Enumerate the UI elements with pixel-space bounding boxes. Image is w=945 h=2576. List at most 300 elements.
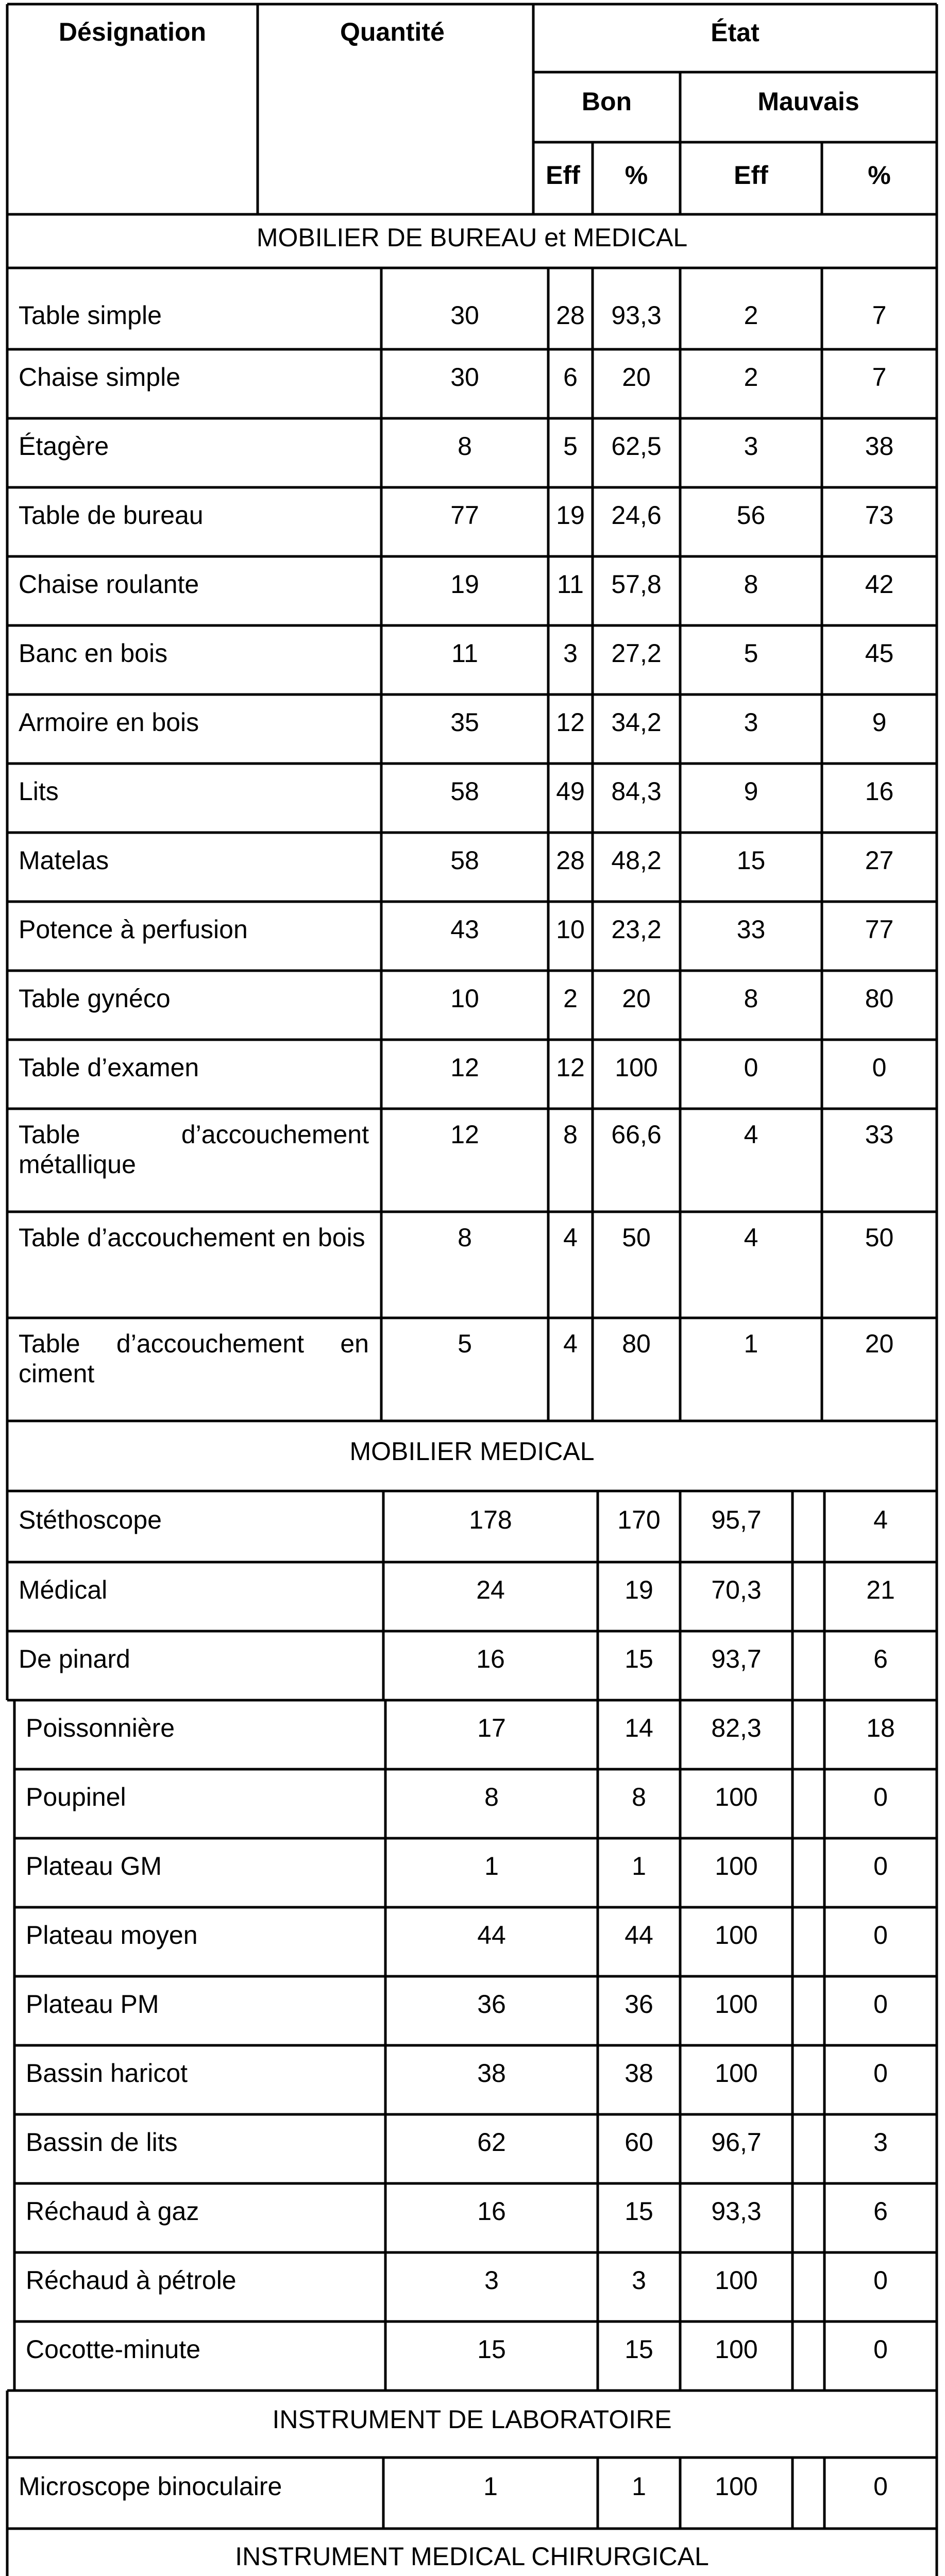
table-row-designation [7, 1044, 376, 1092]
cell-mauvais-eff [680, 699, 822, 747]
table-row-designation [14, 1842, 380, 1891]
cell-quantite-text: 43 [450, 915, 479, 944]
cell-mauvais-eff [680, 768, 822, 816]
cell-mauvais-eff-text: 2 [744, 363, 758, 392]
cell-mauvais-pct-text: 0 [872, 1053, 887, 1082]
cell-bon-eff-text: 12 [556, 708, 585, 737]
cell-bon-pct [680, 1635, 792, 1684]
cell-mauvais-pct [822, 1329, 937, 1365]
cell-quantite [381, 975, 548, 1023]
table-row-designation-text: Plateau PM [26, 1990, 159, 2019]
cell-bon-eff-text: 4 [563, 1223, 578, 1252]
cell-bon-pct-text: 100 [715, 1852, 758, 1881]
cell-quantite [385, 1911, 598, 1960]
cell-bon-eff-text: 3 [563, 639, 578, 668]
cell-mauvais-eff [680, 837, 822, 885]
table-row-designation [14, 1980, 380, 2029]
cell-bon-eff [598, 2257, 680, 2305]
cell-bon-eff [548, 561, 593, 609]
table-row-designation [7, 630, 376, 678]
cell-bon-eff [548, 492, 593, 540]
cell-quantite-text: 36 [477, 1990, 506, 2019]
cell-mauvais-pct-text: 4 [873, 1505, 888, 1535]
cell-bon-eff [598, 2049, 680, 2098]
cell-mauvais-pct [822, 975, 937, 1023]
cell-bon-eff [548, 975, 593, 1023]
cell-bon-pct [593, 699, 680, 747]
cell-bon-pct-text: 100 [615, 1053, 658, 1082]
cell-mauvais-pct [822, 353, 937, 402]
table-row-designation [7, 492, 376, 540]
cell-bon-pct-text: 20 [622, 363, 651, 392]
cell-mauvais-pct-text: 9 [872, 708, 887, 737]
cell-bon-pct-text: 93,3 [611, 301, 662, 330]
cell-quantite [385, 1773, 598, 1822]
cell-mauvais-pct-text: 7 [872, 363, 887, 392]
table-row-designation-text: Chaise roulante [19, 570, 199, 599]
cell-mauvais-eff-text: 4 [744, 1120, 758, 1149]
cell-mauvais-eff-text: 1 [744, 1329, 758, 1358]
cell-bon-eff-text: 5 [563, 432, 578, 461]
table-row-designation [7, 1635, 378, 1684]
cell-mauvais-pct [822, 1120, 937, 1156]
cell-bon-pct-text: 23,2 [611, 915, 662, 944]
cell-quantite [381, 492, 548, 540]
cell-bon-eff-text: 19 [625, 1575, 653, 1605]
cell-quantite [385, 2257, 598, 2305]
table-row-designation [7, 1223, 376, 1290]
cell-bon-eff-text: 6 [563, 363, 578, 392]
cell-quantite [385, 1704, 598, 1753]
cell-mauvais-eff [792, 1980, 824, 2029]
cell-mauvais-eff [792, 2326, 824, 2374]
cell-bon-pct-text: 66,6 [611, 1120, 662, 1149]
cell-bon-eff [598, 2326, 680, 2374]
header-pct-mauvais-text: % [868, 161, 891, 190]
cell-quantite [381, 353, 548, 402]
table-row-designation-text: Poissonnière [26, 1714, 175, 1743]
cell-mauvais-eff [792, 1773, 824, 1822]
cell-quantite-text: 30 [450, 363, 479, 392]
header-etat-text: État [711, 18, 760, 47]
cell-bon-pct [680, 2257, 792, 2305]
cell-bon-eff [598, 1911, 680, 1960]
cell-bon-pct [680, 2119, 792, 2167]
cell-mauvais-pct [822, 289, 937, 343]
cell-quantite-text: 10 [450, 984, 479, 1013]
table-row-designation [7, 289, 376, 343]
cell-mauvais-eff [792, 1704, 824, 1753]
cell-quantite [381, 630, 548, 678]
cell-mauvais-eff [792, 1566, 824, 1615]
cell-mauvais-pct-text: 0 [873, 2266, 888, 2295]
cell-mauvais-eff [792, 2119, 824, 2167]
cell-quantite-text: 62 [477, 2128, 506, 2157]
header-eff-mauvais [680, 142, 822, 209]
section-title [7, 2391, 937, 2449]
table-row-designation [7, 1566, 378, 1615]
cell-quantite [381, 422, 548, 471]
cell-quantite [381, 1044, 548, 1092]
cell-bon-pct-text: 100 [715, 2472, 758, 2501]
cell-mauvais-pct-text: 45 [865, 639, 894, 668]
cell-bon-pct [680, 2326, 792, 2374]
table-row-designation-text: Réchaud à pétrole [26, 2266, 237, 2295]
header-mauvais [680, 72, 937, 132]
table-row-designation-text: Table gynéco [19, 984, 171, 1013]
header-quantite-text: Quantité [340, 18, 445, 47]
cell-quantite [381, 1329, 548, 1365]
cell-mauvais-eff [680, 906, 822, 954]
cell-mauvais-eff [792, 1911, 824, 1960]
cell-bon-eff [598, 2119, 680, 2167]
cell-quantite-text: 178 [469, 1505, 512, 1535]
cell-bon-eff-text: 8 [563, 1120, 578, 1149]
cell-mauvais-pct [824, 2049, 937, 2098]
cell-bon-pct [593, 630, 680, 678]
table-row-designation-text: Potence à perfusion [19, 915, 248, 944]
cell-bon-eff-text: 170 [617, 1505, 661, 1535]
cell-quantite [381, 1120, 548, 1156]
cell-bon-eff-text: 11 [557, 570, 584, 599]
section-title [7, 1421, 937, 1483]
cell-bon-eff-text: 15 [625, 2335, 653, 2364]
cell-mauvais-pct-text: 77 [865, 915, 894, 944]
section-title [7, 214, 937, 262]
cell-quantite-text: 1 [483, 2472, 498, 2501]
cell-mauvais-eff-text: 9 [744, 777, 758, 806]
cell-bon-eff [598, 1635, 680, 1684]
table-row-designation-text: Réchaud à gaz [26, 2197, 199, 2226]
cell-bon-eff-text: 4 [563, 1329, 578, 1358]
cell-quantite-text: 12 [450, 1053, 479, 1082]
cell-bon-eff [598, 1773, 680, 1822]
header-eff-bon [533, 142, 593, 209]
table-row-designation [14, 1911, 380, 1960]
cell-mauvais-pct-text: 0 [873, 2335, 888, 2364]
cell-quantite-text: 1 [484, 1852, 499, 1881]
table-row-designation-text: Table de bureau [19, 501, 204, 530]
cell-quantite-text: 11 [451, 639, 478, 668]
cell-mauvais-pct [824, 2257, 937, 2305]
cell-bon-pct-text: 34,2 [611, 708, 662, 737]
table-row-designation-text: De pinard [19, 1645, 130, 1674]
cell-bon-eff-text: 1 [632, 2472, 646, 2501]
cell-mauvais-eff-text: 33 [736, 915, 766, 944]
cell-quantite-text: 15 [477, 2335, 506, 2364]
table-row-designation [14, 2326, 380, 2374]
cell-mauvais-pct [822, 561, 937, 609]
cell-mauvais-pct [824, 1635, 937, 1684]
cell-bon-eff [548, 699, 593, 747]
cell-bon-pct-text: 82,3 [711, 1714, 762, 1743]
cell-mauvais-pct [824, 1566, 937, 1615]
cell-bon-eff [548, 289, 593, 343]
cell-mauvais-pct [822, 492, 937, 540]
cell-quantite [383, 1495, 598, 1546]
cell-mauvais-eff-text: 56 [736, 501, 766, 530]
cell-quantite [383, 2462, 598, 2512]
cell-mauvais-eff [792, 2257, 824, 2305]
cell-mauvais-pct-text: 21 [866, 1575, 895, 1605]
cell-quantite [385, 2049, 598, 2098]
cell-quantite [381, 561, 548, 609]
cell-bon-pct [680, 1773, 792, 1822]
section-title-text: MOBILIER MEDICAL [349, 1437, 595, 1466]
table-row-designation [14, 1773, 380, 1822]
cell-mauvais-pct [824, 2462, 937, 2512]
cell-mauvais-pct-text: 0 [873, 1852, 888, 1881]
cell-bon-eff-text: 19 [556, 501, 585, 530]
cell-quantite [381, 699, 548, 747]
cell-quantite-text: 19 [450, 570, 479, 599]
table-row-designation [14, 1704, 380, 1753]
table-row-designation [7, 975, 376, 1023]
cell-bon-pct-text: 48,2 [611, 846, 662, 875]
cell-quantite-text: 77 [450, 501, 479, 530]
cell-mauvais-eff-text: 8 [744, 984, 758, 1013]
cell-bon-eff [548, 906, 593, 954]
cell-quantite [385, 1842, 598, 1891]
cell-quantite [385, 1980, 598, 2029]
cell-mauvais-pct [822, 630, 937, 678]
cell-quantite-text: 8 [458, 432, 472, 461]
cell-bon-pct [680, 2188, 792, 2236]
cell-mauvais-eff-text: 2 [744, 301, 758, 330]
cell-mauvais-pct [824, 1980, 937, 2029]
cell-quantite [381, 768, 548, 816]
cell-mauvais-pct [824, 1773, 937, 1822]
cell-mauvais-eff [792, 2188, 824, 2236]
cell-quantite-text: 38 [477, 2059, 506, 2088]
cell-mauvais-pct-text: 0 [873, 2472, 888, 2501]
cell-bon-pct-text: 20 [622, 984, 651, 1013]
cell-bon-eff [548, 1120, 593, 1156]
cell-mauvais-eff [792, 1842, 824, 1891]
table-row-designation [14, 2119, 380, 2167]
cell-mauvais-pct-text: 3 [873, 2128, 888, 2157]
cell-bon-pct [593, 906, 680, 954]
cell-bon-pct-text: 100 [715, 1990, 758, 2019]
cell-mauvais-pct [824, 2119, 937, 2167]
cell-bon-pct-text: 84,3 [611, 777, 662, 806]
cell-quantite-text: 30 [450, 301, 479, 330]
cell-bon-eff [548, 1329, 593, 1365]
cell-bon-eff-text: 38 [625, 2059, 653, 2088]
cell-bon-eff-text: 12 [556, 1053, 585, 1082]
cell-quantite [385, 2188, 598, 2236]
cell-bon-pct-text: 100 [715, 2266, 758, 2295]
cell-mauvais-eff [680, 289, 822, 343]
cell-quantite-text: 44 [477, 1921, 506, 1950]
cell-bon-pct [680, 1980, 792, 2029]
header-bon-text: Bon [581, 87, 632, 116]
cell-quantite [381, 906, 548, 954]
cell-bon-pct [680, 1495, 792, 1546]
cell-mauvais-eff [680, 1044, 822, 1092]
cell-mauvais-eff [680, 353, 822, 402]
cell-mauvais-pct [822, 699, 937, 747]
cell-mauvais-eff [792, 2049, 824, 2098]
cell-mauvais-eff-text: 5 [744, 639, 758, 668]
cell-bon-eff [598, 1495, 680, 1546]
cell-mauvais-pct-text: 6 [873, 1645, 888, 1674]
header-etat [533, 4, 937, 62]
cell-mauvais-eff [680, 630, 822, 678]
cell-mauvais-pct-text: 0 [873, 1783, 888, 1812]
cell-bon-eff [548, 1044, 593, 1092]
table-row-designation [14, 2049, 380, 2098]
cell-mauvais-pct [822, 422, 937, 471]
cell-bon-eff-text: 60 [625, 2128, 653, 2157]
cell-quantite-text: 16 [477, 2197, 506, 2226]
cell-bon-pct-text: 62,5 [611, 432, 662, 461]
table-row-designation-text: Table simple [19, 301, 162, 330]
cell-bon-pct [593, 1120, 680, 1156]
cell-quantite-text: 58 [450, 777, 479, 806]
cell-bon-pct [593, 422, 680, 471]
cell-bon-pct-text: 93,7 [711, 1645, 762, 1674]
table-row-designation-text: Chaise simple [19, 363, 181, 392]
cell-quantite-text: 5 [458, 1329, 472, 1358]
cell-quantite-text: 8 [484, 1783, 499, 1812]
cell-bon-pct [680, 1566, 792, 1615]
cell-quantite-text: 3 [484, 2266, 499, 2295]
cell-mauvais-pct [822, 1044, 937, 1092]
header-bon [533, 72, 680, 132]
cell-bon-eff-text: 2 [563, 984, 578, 1013]
cell-bon-eff-text: 1 [632, 1852, 646, 1881]
cell-bon-pct-text: 95,7 [711, 1505, 762, 1535]
cell-quantite [385, 2119, 598, 2167]
cell-quantite [383, 1635, 598, 1684]
cell-bon-pct-text: 100 [715, 2059, 758, 2088]
cell-mauvais-pct-text: 16 [865, 777, 894, 806]
header-eff-mauvais-text: Eff [734, 161, 768, 190]
cell-mauvais-eff [680, 975, 822, 1023]
cell-mauvais-pct-text: 50 [865, 1223, 894, 1252]
cell-mauvais-pct-text: 80 [865, 984, 894, 1013]
cell-mauvais-pct [824, 2188, 937, 2236]
cell-mauvais-pct-text: 38 [865, 432, 894, 461]
cell-mauvais-pct-text: 7 [872, 301, 887, 330]
cell-mauvais-eff [680, 1223, 822, 1259]
cell-bon-eff-text: 28 [556, 846, 585, 875]
cell-quantite-text: 8 [458, 1223, 472, 1252]
table-row-designation [14, 2188, 380, 2236]
table-row-designation [7, 699, 376, 747]
header-pct-mauvais [822, 142, 937, 209]
cell-bon-pct [593, 975, 680, 1023]
cell-mauvais-pct [824, 1495, 937, 1546]
table-row-designation-text: Étagère [19, 432, 109, 461]
cell-quantite [381, 289, 548, 343]
cell-quantite-text: 16 [476, 1645, 505, 1674]
cell-bon-eff [598, 1566, 680, 1615]
header-pct-bon-text: % [625, 161, 648, 190]
cell-bon-pct [680, 1842, 792, 1891]
cell-mauvais-eff-text: 8 [744, 570, 758, 599]
cell-mauvais-eff [680, 492, 822, 540]
table-row-designation-text: Banc en bois [19, 639, 168, 668]
table-row-designation-text: Armoire en bois [19, 708, 199, 737]
cell-quantite-text: 17 [477, 1714, 506, 1743]
cell-bon-pct [593, 289, 680, 343]
cell-bon-eff-text: 14 [625, 1714, 653, 1743]
cell-quantite [381, 1223, 548, 1259]
table-row-designation-text: Cocotte-minute [26, 2335, 201, 2364]
cell-bon-pct-text: 70,3 [711, 1575, 762, 1605]
cell-quantite-text: 35 [450, 708, 479, 737]
cell-mauvais-pct-text: 0 [873, 1990, 888, 2019]
cell-mauvais-pct [822, 837, 937, 885]
cell-mauvais-eff [680, 561, 822, 609]
cell-bon-eff [598, 1980, 680, 2029]
cell-bon-pct [593, 1329, 680, 1365]
cell-bon-eff [548, 1223, 593, 1259]
table-row-designation [7, 2462, 378, 2512]
cell-bon-eff [598, 2462, 680, 2512]
table-row-designation-text: Plateau GM [26, 1852, 162, 1881]
section-title-text: INSTRUMENT MEDICAL CHIRURGICAL [235, 2542, 709, 2571]
table-row-designation [7, 768, 376, 816]
cell-bon-pct-text: 57,8 [611, 570, 662, 599]
cell-quantite [381, 837, 548, 885]
cell-mauvais-pct-text: 73 [865, 501, 894, 530]
table-row-designation-text: Poupinel [26, 1783, 126, 1812]
cell-mauvais-eff-text: 4 [744, 1223, 758, 1252]
table-row-designation [7, 353, 376, 402]
table-row-designation [7, 561, 376, 609]
cell-bon-eff-text: 36 [625, 1990, 653, 2019]
cell-bon-eff-text: 10 [556, 915, 585, 944]
cell-bon-eff [598, 2188, 680, 2236]
cell-bon-eff-text: 28 [556, 301, 585, 330]
cell-quantite-text: 24 [476, 1575, 505, 1605]
table-row-designation-text: Table d’examen [19, 1053, 199, 1082]
table-row-designation-text: Plateau moyen [26, 1921, 198, 1950]
cell-quantite-text: 12 [450, 1120, 479, 1149]
cell-bon-eff [598, 1842, 680, 1891]
cell-mauvais-eff [680, 1120, 822, 1156]
table-row-designation-text: Lits [19, 777, 59, 806]
table-row-designation-text: Bassin de lits [26, 2128, 178, 2157]
cell-mauvais-pct-text: 27 [865, 846, 894, 875]
cell-bon-eff [548, 630, 593, 678]
cell-mauvais-eff [680, 1329, 822, 1365]
table-row-designation [7, 1120, 376, 1187]
cell-bon-pct-text: 100 [715, 1783, 758, 1812]
cell-bon-eff [548, 353, 593, 402]
cell-bon-pct [593, 768, 680, 816]
table-row-designation [7, 837, 376, 885]
cell-mauvais-pct [822, 1223, 937, 1259]
section-title [7, 2529, 937, 2576]
cell-bon-pct [593, 353, 680, 402]
cell-mauvais-pct [822, 768, 937, 816]
cell-bon-eff [548, 422, 593, 471]
table-row-designation-text: Médical [19, 1575, 108, 1605]
cell-bon-eff [548, 837, 593, 885]
table-row-designation [7, 422, 376, 471]
table-row-designation [7, 906, 376, 954]
cell-mauvais-pct [822, 906, 937, 954]
cell-bon-eff-text: 44 [625, 1921, 653, 1950]
cell-bon-eff-text: 15 [625, 1645, 653, 1674]
cell-quantite-text: 58 [450, 846, 479, 875]
cell-mauvais-pct [824, 1842, 937, 1891]
table-row-designation [7, 1329, 376, 1396]
